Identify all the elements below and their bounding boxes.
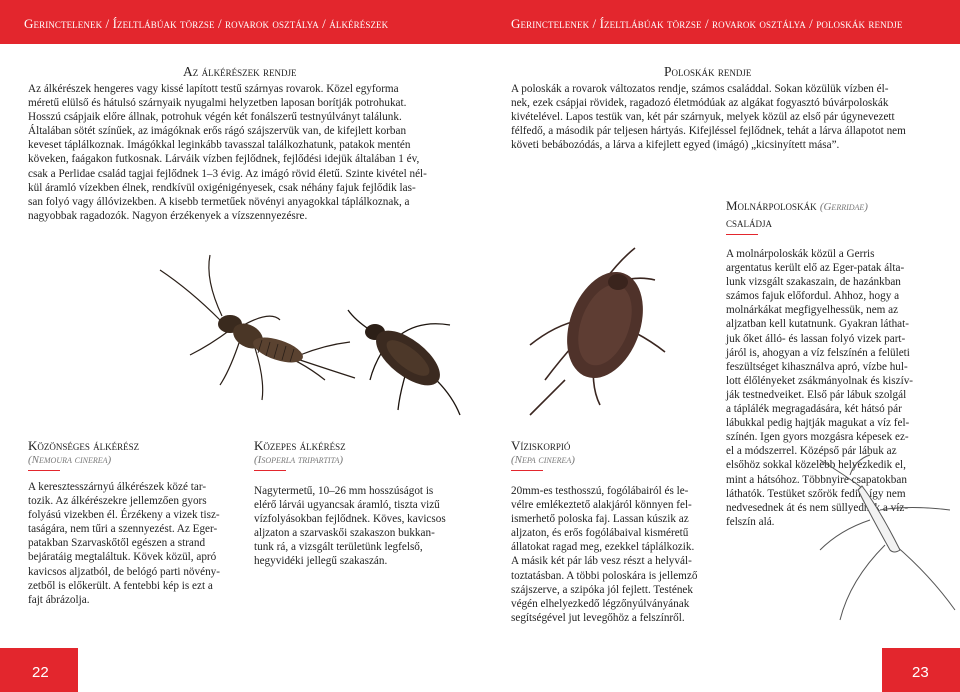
family-line: mint a hátsóhoz. Többnyire csapatokban bbox=[726, 473, 907, 486]
right-intro-paragraph bbox=[511, 82, 937, 152]
family-line: elsőhöz sokkal közelebb helyezkedik el, bbox=[726, 459, 906, 472]
species1-line: zetből is előkerült. A fentebbi kép is ezt a bbox=[28, 579, 213, 592]
family-title bbox=[726, 198, 936, 215]
species2-line: elérő lárvái ugyancsak áramló, tiszta vizű bbox=[254, 499, 440, 512]
left-header-bar bbox=[0, 0, 480, 44]
right-header-title: Gerinctelenek / Ízeltlábúak törzse / rovarok osztálya / poloskák rendje bbox=[511, 16, 903, 31]
intro-line: nek, ezek csápjai rövidek, ragadozó életmódúak az algákat fogyasztó búvárpoloskák bbox=[511, 97, 889, 110]
intro-line: nagyobbak ragadozók. Nagyon érzékenyek a vízszennyezésre. bbox=[28, 209, 308, 222]
intro-line: san folyó vagy állóvizekben. A kisebb termetűek növényi anyagokkal táplálkoznak, a bbox=[28, 195, 410, 208]
species3-line: állatokat ragad meg, ezekkel táplálkozik. bbox=[511, 541, 695, 554]
water-strider-drawing bbox=[810, 450, 960, 630]
species1-line: kavicsos aljzatból, de belógó parti növény- bbox=[28, 565, 220, 578]
right-header-bar bbox=[480, 0, 960, 44]
family-line: el a módszerrel. Középső pár lábuk az bbox=[726, 445, 897, 458]
species1-line: fajt ábrázolja. bbox=[28, 593, 90, 606]
family-line: járól is, ahogyan a víz felszínén a felületi bbox=[726, 346, 910, 359]
intro-line: csak a Perlidae család tagjai fejlődnek 1–3 évig. Az imágó rövid életű. Szinte kivétel nél- bbox=[28, 167, 427, 180]
family-line: A molnárpoloskák közül a Gerris bbox=[726, 248, 875, 260]
intro-line: kivételével. Lapos testük van, két pár szárnyuk, melyek közül az első pár úgynevezett bbox=[511, 111, 895, 124]
stonefly-photo bbox=[150, 250, 360, 410]
species1-line: folyású vizekben él. Érzékeny a vizek tisz- bbox=[28, 509, 220, 522]
family-suffix: családja bbox=[726, 215, 773, 230]
species3-line: ismerhető poloska faj. Lassan kúszik az bbox=[511, 513, 689, 526]
intro-line: kül áramló vízekben élnek, rendkívül oxigénigényesek, csak néhány fajuk fejlődik las- bbox=[28, 181, 416, 194]
species1-name: Közönséges álkérész bbox=[28, 438, 140, 453]
water-scorpion-photo bbox=[500, 240, 720, 420]
species3-line: A másik két pár láb vesz részt a helyvál- bbox=[511, 555, 692, 568]
intro-line: A poloskák a rovarok változatos rendje, számos családdal. Sokan közülük vízben él- bbox=[511, 83, 889, 95]
intro-line: félfedő, a második pár teljesen hártyás. Kifejléssel fejlődnek, tehát a lárva állapotot nem bbox=[511, 125, 906, 138]
family-line: láthatók. Testüket szőrök fedik, így nem bbox=[726, 487, 906, 500]
family-line: felszín alá. bbox=[726, 515, 775, 528]
intro-line: követi bebábozódás, a lárva a kifejlett egyed (imágó) „kicsinyített mása”. bbox=[511, 139, 840, 152]
species2-line: hegyvidéki jellegű szakaszán. bbox=[254, 555, 388, 568]
family-line: a táplálék megragadására, két hátsó pár bbox=[726, 403, 902, 416]
right-page bbox=[480, 0, 960, 692]
species2-text bbox=[254, 484, 466, 569]
family-line: lunk vizsgált szakaszain, de hazánkban bbox=[726, 276, 901, 289]
family-line: ják testnedveiket. Első pár lábuk szolgál bbox=[726, 388, 907, 401]
large-stonefly-photo bbox=[330, 280, 480, 430]
family-name: Molnárpoloskák bbox=[726, 198, 817, 213]
intro-line: köveken, faágakon futkosnak. Lárváik vízben fejlődnek, fejlődési idejük általában 1 év, bbox=[28, 153, 420, 166]
intro-line: Hosszú csápjaik előre állnak, potrohuk végén két fonálszerű testnyúlványt találunk. bbox=[28, 111, 402, 124]
species1-latin: (Nemoura cinerea) bbox=[28, 454, 112, 466]
intro-line: méretű elülső és hátulsó szárnyaik nyugalmi helyzetben laposan borítják potrohukat. bbox=[28, 97, 407, 110]
left-intro-paragraph bbox=[28, 82, 466, 223]
right-page-number: 23 bbox=[912, 664, 929, 681]
intro-line: Az álkérészek hengeres vagy kissé lapított testű szárnyas rovarok. Közel egyforma bbox=[28, 83, 399, 95]
intro-line: keveset táplálkoznak. Imágókkal leginkább tavasszal találkozhatunk, patakok mentén bbox=[28, 139, 411, 152]
species3-text bbox=[511, 484, 715, 625]
species2-line: Nagytermetű, 10–26 mm hosszúságot is bbox=[254, 485, 434, 497]
species3-line: aljzaton, és erős fogólábaival kisméretű bbox=[511, 527, 689, 540]
species3-divider bbox=[511, 470, 543, 471]
left-header-title: Gerinctelenek / Ízeltlábúak törzse / rovarok osztálya / álkérészek bbox=[24, 16, 389, 31]
species2-line: aljzaton a szarvaskői szakaszon bukkan- bbox=[254, 527, 435, 540]
left-page-number: 22 bbox=[32, 664, 49, 681]
species3-line: vélre emlékeztető alakjáról könnyen fel- bbox=[511, 499, 692, 512]
species3-line: 20mm-es testhosszú, fogólábairól és le- bbox=[511, 485, 689, 497]
family-line: argentatus került elő az Eger-patak álta- bbox=[726, 262, 905, 275]
species3-name: Víziskorpió bbox=[511, 438, 571, 453]
species1-divider bbox=[28, 470, 60, 471]
species3-line: toztatásban. A többi poloskára is jellemző bbox=[511, 569, 698, 582]
species1-text bbox=[28, 480, 240, 607]
species3-line: végén elhelyezkedő légzőnyúlványának bbox=[511, 597, 690, 610]
right-section-title: Poloskák rendje bbox=[664, 64, 752, 79]
family-line: juk őket álló- és lassan folyó vizek part- bbox=[726, 332, 906, 345]
family-line: lábukkal pedig hajtják magukat a víz fel- bbox=[726, 417, 910, 430]
species2-divider bbox=[254, 470, 286, 471]
species1-line: bejáratáig megtaláltuk. Kövek közül, apró bbox=[28, 551, 217, 564]
family-line: molnárkákat megfigyelhessük, nem az bbox=[726, 304, 899, 317]
family-line: színén. Igen gyors mozgásra képesek ez- bbox=[726, 431, 909, 444]
species3-latin: (Nepa cinerea) bbox=[511, 454, 575, 466]
species3-line: szájszerve, a szipóka jól fejlett. Testének bbox=[511, 583, 693, 596]
intro-line: Általában sötét színűek, az imágóknak erős rágó szájszervük van, de kifejlett korban bbox=[28, 125, 407, 138]
family-line: feszültséget kihasználva apró, vízbe hul- bbox=[726, 360, 908, 373]
family-line: nedvesednek át és nem süllyednek a víz- bbox=[726, 501, 909, 514]
family-line: aljzatban kell kutatnunk. Gyakran láthat- bbox=[726, 318, 909, 331]
species2-line: tunk rá, a vizsgált területünk legfelső, bbox=[254, 541, 423, 554]
species2-name: Közepes álkérész bbox=[254, 438, 346, 453]
species2-line: vízfolyásokban fejlődnek. Köves, kavicsos bbox=[254, 513, 446, 526]
family-line: lott élőlényeket zsákmányolnak és kiszív- bbox=[726, 374, 914, 387]
species1-line: taságára, nem tűri a szennyezést. Az Eger- bbox=[28, 523, 218, 536]
family-divider bbox=[726, 234, 758, 235]
species2-latin: (Isoperla tripartita) bbox=[254, 454, 343, 466]
species3-line: segítségével jut levegőhöz a felszínről. bbox=[511, 611, 685, 624]
species1-line: A keresztesszárnyú álkérészek közé tar- bbox=[28, 481, 207, 493]
species1-line: tozik. Az álkérészekre jellemzően gyors bbox=[28, 495, 207, 508]
left-section-title: Az álkérészek rendje bbox=[183, 64, 297, 79]
species1-line: patakban Szarvaskőtől egészen a strand bbox=[28, 537, 206, 550]
family-line: számos fajuk előfordul. Ahhoz, hogy a bbox=[726, 290, 900, 303]
family-latin: (Gerridae) bbox=[819, 201, 868, 213]
